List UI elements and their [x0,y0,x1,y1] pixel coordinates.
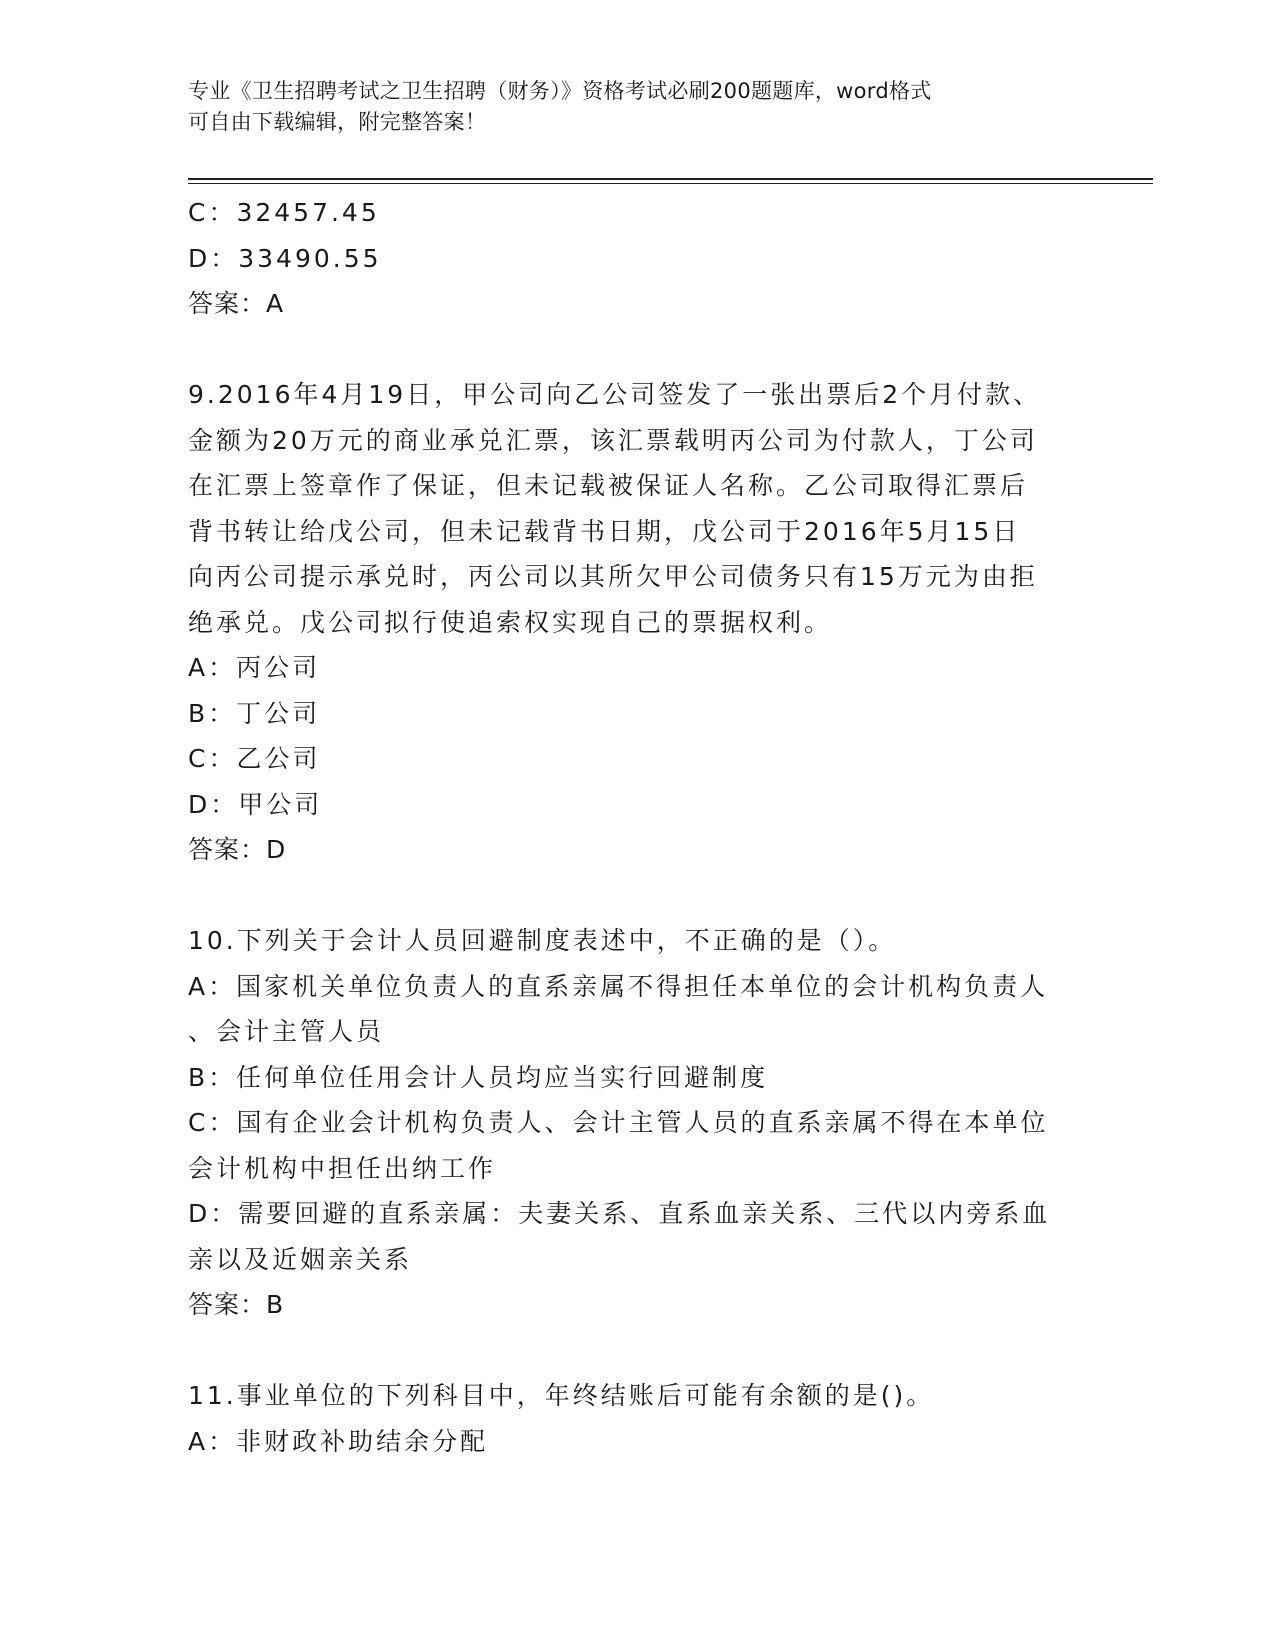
q9-option-c: C：乙公司 [188,744,321,773]
spacer [188,1328,1078,1374]
q8-answer: 答案：A [188,289,285,318]
q10-option-b: B：任何单位任用会计人员均应当实行回避制度 [188,1062,769,1092]
document-body [188,190,1078,1464]
q10-option-a-line: A：国家机关单位负责人的直系亲属不得担任本单位的会计机构负责人 [188,971,1049,1001]
q9-option-d: D：甲公司 [188,789,323,819]
header-rule-thin [188,183,1153,184]
q11-option-a: A：非财政补助结余分配 [188,1426,489,1456]
q10-option-a-line: 、会计主管人员 [188,1017,385,1046]
q10-option-c-line: 会计机构中担任出纳工作 [188,1153,497,1183]
q10-stem: 10.下列关于会计人员回避制度表述中，不正确的是（）。 [188,926,897,955]
q10-option-d-line: 亲以及近姻亲关系 [188,1244,413,1274]
q9-answer: 答案：D [188,835,287,864]
q9-stem-line: 向丙公司提示承兑时，丙公司以其所欠甲公司债务只有15万元为由拒 [188,562,1038,591]
q9-option-b: B：丁公司 [188,698,321,728]
q10-option-c-line: C：国有企业会计机构负责人、会计主管人员的直系亲属不得在本单位 [188,1108,1049,1137]
header-rule-thick [188,178,1153,180]
question-8-tail [188,190,1078,327]
header-line-2: 可自由下载编辑，附完整答案！ [188,110,487,134]
q9-stem-line: 9.2016年4月19日，甲公司向乙公司签发了一张出票后2个月付款、 [188,380,1042,409]
q11-stem: 11.事业单位的下列科目中，年终结账后可能有余额的是()。 [188,1381,935,1410]
q10-option-d-line: D：需要回避的直系亲属：夫妻关系、直系血亲关系、三代以内旁系血 [188,1199,1051,1228]
q8-option-d: D：33490.55 [188,243,382,273]
q9-stem-line: 背书转让给戊公司，但未记载背书日期，戊公司于2016年5月15日 [188,516,1021,546]
page-header [188,76,1068,138]
question-9 [188,372,1078,873]
spacer [188,327,1078,373]
question-11 [188,1373,1078,1464]
spacer [188,873,1078,919]
q9-option-a: A：丙公司 [188,653,321,682]
q9-stem-line: 绝承兑。戊公司拟行使追索权实现自己的票据权利。 [188,607,833,637]
question-10 [188,918,1078,1328]
q10-answer: 答案：B [188,1290,285,1319]
header-line-1: 专业《卫生招聘考试之卫生招聘（财务）》资格考试必刷200题题库，word格式 [188,79,932,103]
q8-option-c: C：32457.45 [188,198,380,227]
q9-stem-line: 金额为20万元的商业承兑汇票，该汇票载明丙公司为付款人，丁公司 [188,425,1038,455]
q9-stem-line: 在汇票上签章作了保证，但未记载被保证人名称。乙公司取得汇票后 [188,471,1029,500]
